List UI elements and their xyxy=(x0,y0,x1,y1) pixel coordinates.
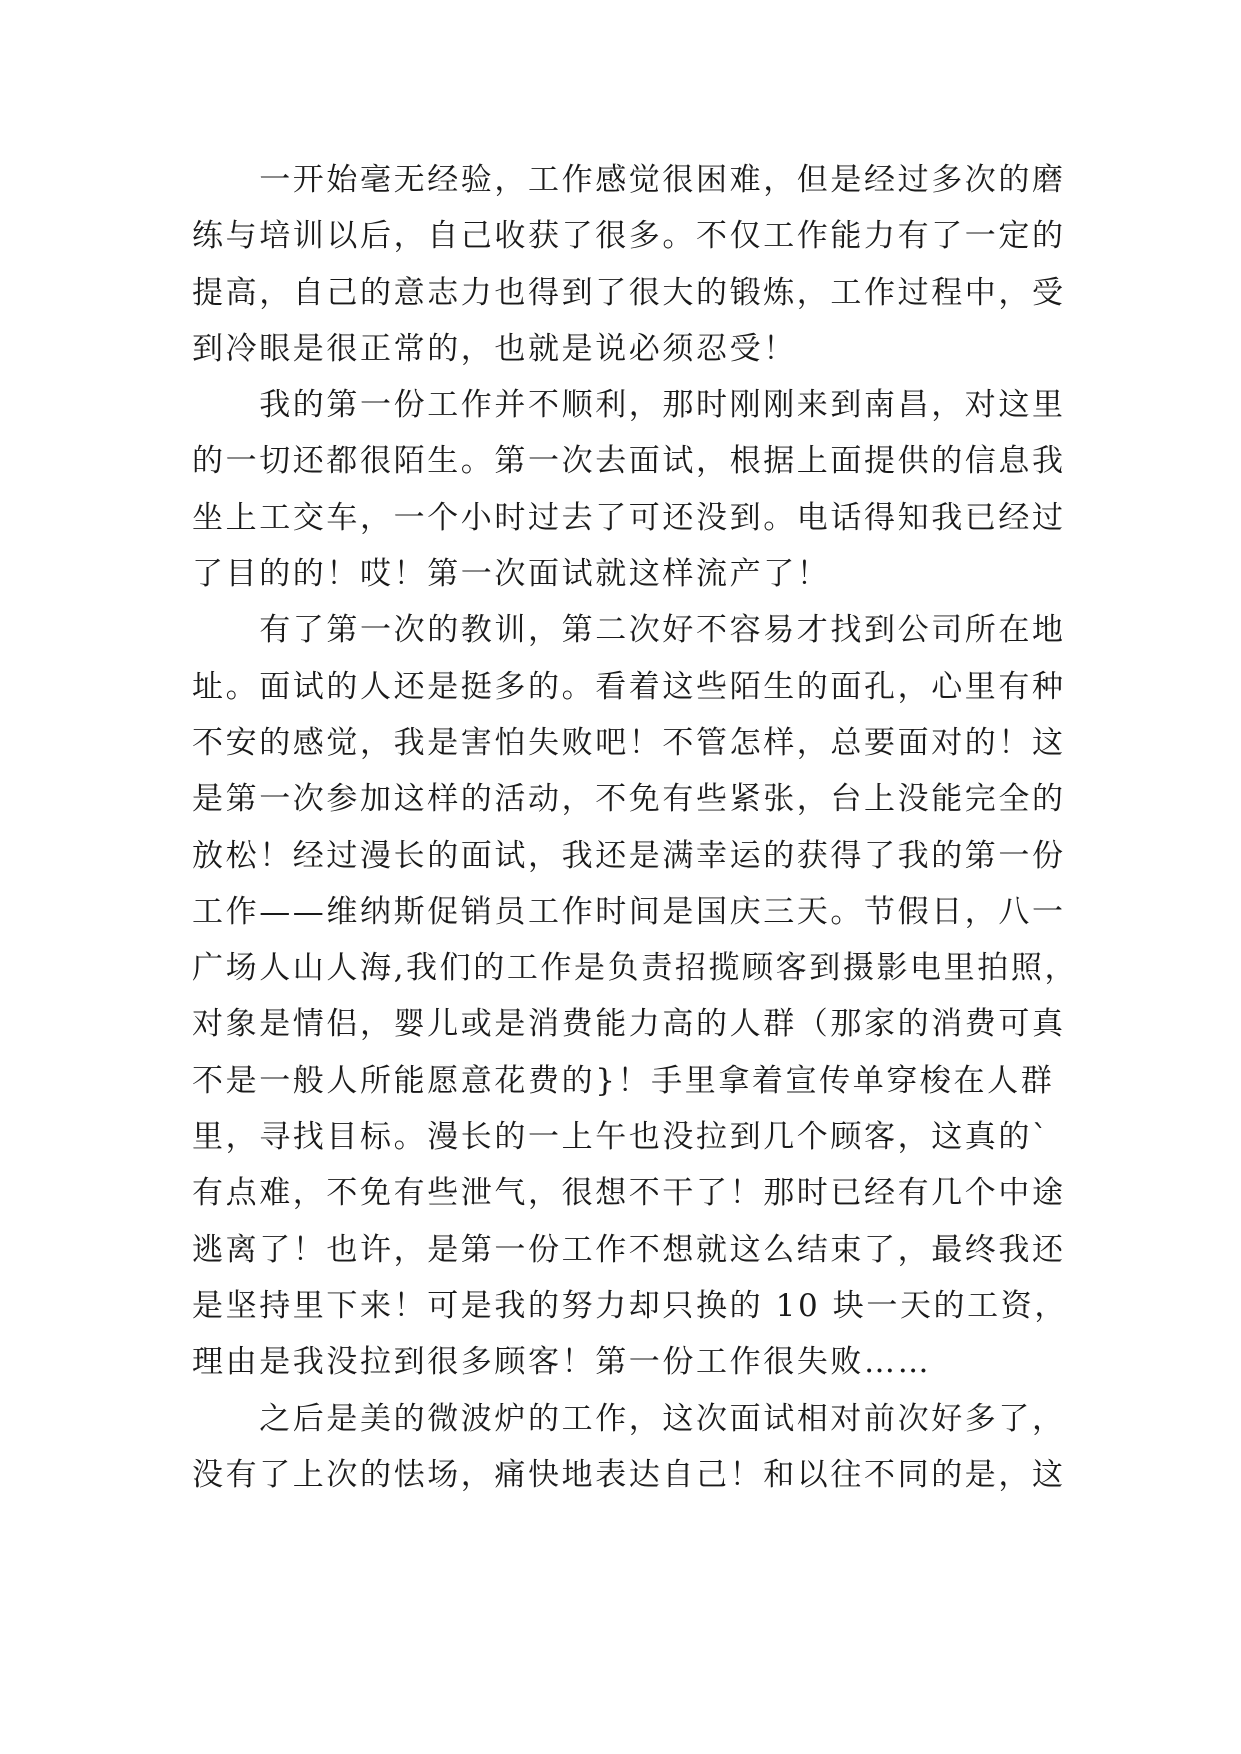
text-line: 广场人山人海,我们的工作是负责招揽顾客到摄影电里拍照， xyxy=(192,950,1079,987)
text-line: 工作——维纳斯促销员工作时间是国庆三天。节假日，八一 xyxy=(192,893,1066,930)
text-line: 提高，自己的意志力也得到了很大的锻炼，工作过程中，受 xyxy=(192,274,1066,311)
text-line: 逃离了！也许，是第一份工作不想就这么结束了，最终我还 xyxy=(192,1231,1066,1268)
text-line: 了目的的！哎！第一次面试就这样流产了！ xyxy=(192,556,831,593)
text-line: 不安的感觉，我是害怕失败吧！不管怎样，总要面对的！这 xyxy=(192,724,1066,761)
text-line: 里，寻找目标。漫长的一上午也没拉到几个顾客，这真的` xyxy=(192,1119,1051,1156)
text-line: 理由是我没拉到很多顾客！第一份工作很失败…… xyxy=(192,1344,932,1381)
text-line: 练与培训以后，自己收获了很多。不仅工作能力有了一定的 xyxy=(192,218,1066,255)
text-line: 有点难，不免有些泄气，很想不干了！那时已经有几个中途 xyxy=(192,1175,1066,1212)
text-line: 对象是情侣，婴儿或是消费能力高的人群（那家的消费可真 xyxy=(192,1006,1066,1043)
text-line: 我的第一份工作并不顺利，那时刚刚来到南昌，对这里 xyxy=(192,387,1066,424)
text-line: 是坚持里下来！可是我的努力却只换的 10 块一天的工资， xyxy=(192,1287,1068,1324)
text-line: 到冷眼是很正常的，也就是说必须忍受！ xyxy=(192,330,797,367)
text-line: 坐上工交车，一个小时过去了可还没到。电话得知我已经过 xyxy=(192,499,1066,536)
body-text xyxy=(192,152,1079,1503)
text-line: 是第一次参加这样的活动，不免有些紧张，台上没能完全的 xyxy=(192,781,1066,818)
text-line: 一开始毫无经验，工作感觉很困难，但是经过多次的磨 xyxy=(192,162,1066,198)
text-line: 的一切还都很陌生。第一次去面试，根据上面提供的信息我 xyxy=(192,443,1066,480)
text-line: 址。面试的人还是挺多的。看着这些陌生的面孔，心里有种 xyxy=(192,668,1066,705)
text-line: 不是一般人所能愿意花费的}！手里拿着宣传单穿梭在人群 xyxy=(192,1062,1055,1099)
text-line: 之后是美的微波炉的工作，这次面试相对前次好多了， xyxy=(192,1400,1066,1437)
text-line: 放松！经过漫长的面试，我还是满幸运的获得了我的第一份 xyxy=(192,837,1066,874)
text-line: 没有了上次的怯场，痛快地表达自己！和以往不同的是，这 xyxy=(192,1456,1066,1493)
text-line: 有了第一次的教训，第二次好不容易才找到公司所在地 xyxy=(192,612,1066,649)
